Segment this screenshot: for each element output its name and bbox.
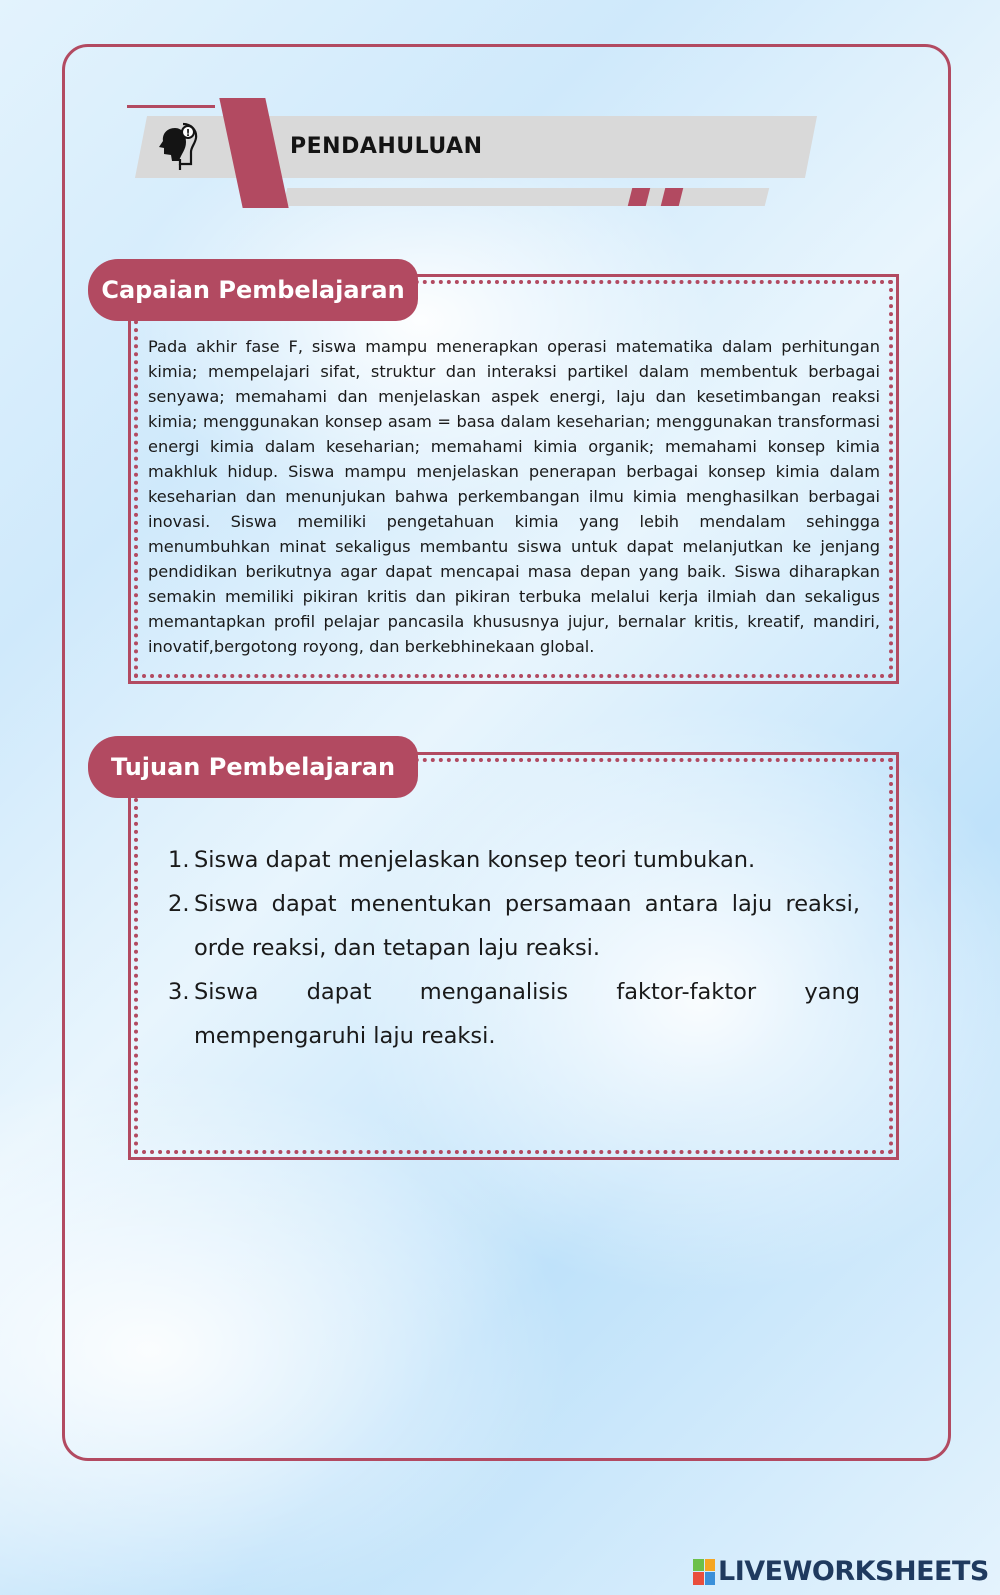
list-item-text: Siswa dapat menentukan persamaan antara laju reaksi, orde reaksi, dan tetapan laju reaksi.: [194, 891, 860, 961]
svg-text:!: !: [185, 128, 191, 139]
banner-accent-line: [127, 105, 215, 108]
capaian-heading: Capaian Pembelajaran: [88, 259, 418, 321]
head-profile-icon: [153, 114, 203, 174]
list-item: [168, 882, 860, 970]
list-item-text: Siswa dapat menganalisis faktor-faktor yang mempengaruhi laju reaksi.: [194, 979, 860, 1049]
page-title: PENDAHULUAN: [290, 134, 483, 159]
list-item: [168, 970, 860, 1058]
capaian-paragraph: Pada akhir fase F, siswa mampu menerapkan operasi matematika dalam perhitungan kimia; mempelajari sifat, struktur dan interaksi partikel dalam membentuk berbagai senyawa; memahami dan menjelaskan aspek energi, laju dan kesetimbangan reaksi kimia; menggunakan konsep asam = basa dalam keseharian; menggunakan transformasi energi kimia dalam keseharian; memahami kimia organik; memahami konsep kimia makhluk hidup. Siswa mampu menjelaskan penerapan berbagai konsep kimia dalam keseharian dan menunjukan bahwa perkembangan ilmu kimia menghasilkan berbagai inovasi. Siswa memiliki pengetahuan kimia yang lebih mendalam sehingga menumbuhkan minat sekaligus membantu siswa untuk dapat melanjutkan ke jenjang pendidikan berikutnya agar dapat mencapai masa depan yang baik. Siswa diharapkan semakin memiliki pikiran kritis dan pikiran terbuka melalui kerja ilmiah dan sekaligus memantapkan profil pelajar pancasila khususnya jujur, bernalar kritis, kreatif, mandiri, inovatif,bergotong royong, dan berkebhinekaan global.: [148, 337, 880, 656]
list-item: [168, 838, 860, 882]
list-item-text: Siswa dapat menjelaskan konsep teori tumbukan.: [194, 847, 756, 873]
list-item-number: 2.: [168, 891, 190, 917]
logo-text: LIVEWORKSHEETS: [718, 1556, 989, 1587]
liveworksheets-mark-icon: [693, 1559, 715, 1585]
header-banner: [127, 98, 827, 210]
banner-lower-stripe-end: [695, 188, 769, 206]
liveworksheets-logo[interactable]: [693, 1556, 989, 1587]
tujuan-heading: Tujuan Pembelajaran: [88, 736, 418, 798]
tujuan-list: [168, 838, 860, 1058]
list-item-number: 3.: [168, 979, 190, 1005]
list-item-number: 1.: [168, 847, 190, 873]
